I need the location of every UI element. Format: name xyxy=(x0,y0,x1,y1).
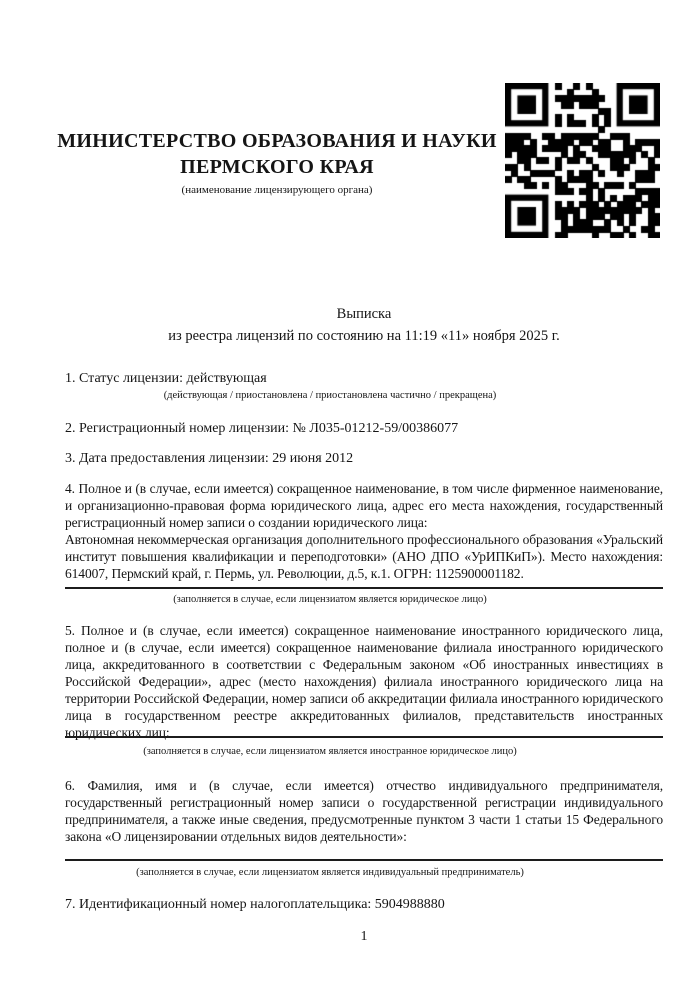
item-license-status-note: (действующая / приостановлена / приостановлена частично / прекращена) xyxy=(163,390,497,401)
item-license-status: 1. Статус лицензии: действующая xyxy=(65,371,267,386)
item-grant-date: 3. Дата предоставления лицензии: 29 июня 2012 xyxy=(65,451,354,466)
document-title xyxy=(65,303,663,347)
document-title-line2: из реестра лицензий по состоянию на 11:19 «11» ноября 2025 г. xyxy=(168,328,560,344)
licensing-authority-header xyxy=(53,128,501,196)
page-number: 1 xyxy=(360,929,368,944)
item-registration-number: 2. Регистрационный номер лицензии: № Л035-01212-59/00386077 xyxy=(65,421,459,436)
item-legal-entity-note: (заполняется в случае, если лицензиатом является юридическое лицо) xyxy=(173,594,487,605)
qr-code xyxy=(505,83,660,238)
item-foreign-entity-note: (заполняется в случае, если лицензиатом является иностранное юридическое лицо) xyxy=(143,746,517,757)
item-legal-entity-value: Автономная некоммерческая организация дополнительного профессионального образования «Уральский институт повышения квалификации и переподготовки» (АНО ДПО «УрИПКиП»). Место нахождения: 614007, Пермский край, г. Пермь, ул. Революции, д.5, к.1. ОГРН: 1125900001182. xyxy=(65,532,663,581)
ministry-name-caption: (наименование лицензирующего органа) xyxy=(181,184,373,196)
ministry-name-line2: ПЕРМСКОГО КРАЯ xyxy=(180,156,374,178)
individual-entrepreneur-fill-line xyxy=(65,859,663,861)
ministry-name-line1: МИНИСТЕРСТВО ОБРАЗОВАНИЯ И НАУКИ xyxy=(57,130,497,152)
foreign-entity-fill-line xyxy=(65,736,663,738)
legal-entity-fill-line xyxy=(65,587,663,589)
item-taxpayer-number: 7. Идентификационный номер налогоплательщика: 5904988880 xyxy=(65,897,445,912)
document-title-line1: Выписка xyxy=(336,306,392,322)
item-individual-entrepreneur-label: 6. Фамилия, имя и (в случае, если имеется) отчество индивидуального предпринимателя, государственный регистрационный номер записи о государственной регистрации индивидуального предпринимателя, а также иные сведения, предусмотренные пунктом 3 части 1 статьи 15 Федерального закона «О лицензировании отдельных видов деятельности»: xyxy=(65,778,663,844)
item-legal-entity-label: 4. Полное и (в случае, если имеется) сокращенное наименование, в том числе фирменное наименование, и организационно-правовая форма юридического лица, адрес его места нахождения, государственный регистрационный номер записи о создании юридического лица: xyxy=(65,481,663,530)
item-individual-entrepreneur-note: (заполняется в случае, если лицензиатом является индивидуальный предприниматель) xyxy=(136,867,524,878)
item-foreign-entity-label: 5. Полное и (в случае, если имеется) сокращенное наименование иностранного юридического лица, полное и (в случае, если имеется) сокращенное наименование филиала иностранного юридического лица, аккредитованного в соответствии с Федеральным законом «Об иностранных инвестициях в Российской Федерации», адрес (место нахождения) филиала иностранного юридического лица на территории Российской Федерации, номер записи об аккредитации филиала иностранного юридического лица в государственном реестре аккредитованных филиалов, представительств иностранных юридических лиц: xyxy=(65,623,663,740)
